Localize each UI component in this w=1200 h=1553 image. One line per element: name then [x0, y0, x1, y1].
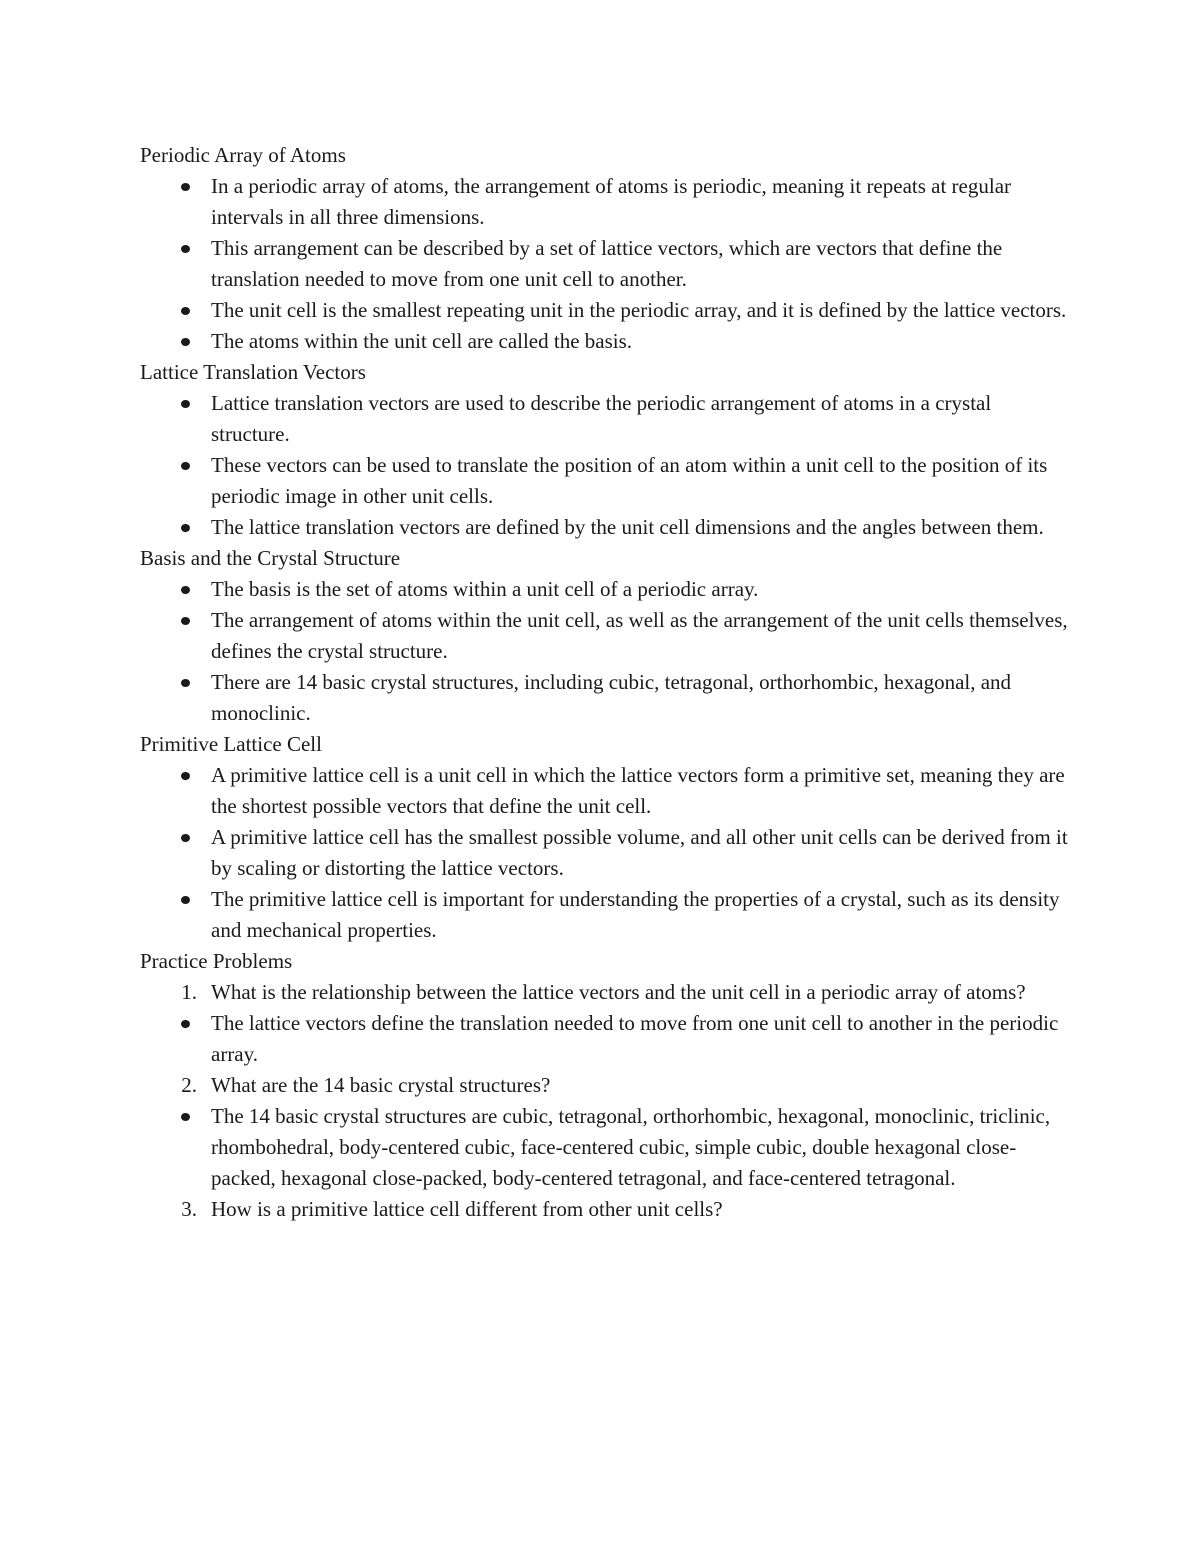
- bullet-text: The lattice translation vectors are defined by the unit cell dimensions and the angles between them.: [211, 515, 1044, 539]
- bullet-icon: [171, 605, 201, 636]
- section-practice-problems: [140, 946, 1070, 1225]
- section-lattice-translation-vectors: [140, 357, 1070, 543]
- bullet-text: The unit cell is the smallest repeating unit in the periodic array, and it is defined by the lattice vectors.: [211, 298, 1067, 322]
- bullet-text: There are 14 basic crystal structures, including cubic, tetragonal, orthorhombic, hexagonal, and monoclinic.: [211, 670, 1012, 725]
- bullet-item: [140, 605, 1070, 667]
- bullet-text: The arrangement of atoms within the unit cell, as well as the arrangement of the unit cells themselves, defines the crystal structure.: [211, 608, 1068, 663]
- question-text: How is a primitive lattice cell different from other unit cells?: [211, 1197, 723, 1221]
- question-text: What is the relationship between the lattice vectors and the unit cell in a periodic array of atoms?: [211, 980, 1026, 1004]
- bullet-list: [140, 760, 1070, 946]
- bullet-icon: [171, 450, 201, 481]
- bullet-icon: [171, 512, 201, 543]
- bullet-icon: [171, 760, 201, 791]
- bullet-icon: [171, 1101, 201, 1132]
- bullet-icon: [171, 233, 201, 264]
- question-item: [140, 977, 1070, 1008]
- bullet-icon: [171, 667, 201, 698]
- section-heading: Primitive Lattice Cell: [140, 732, 322, 756]
- bullet-icon: [171, 326, 201, 357]
- section-periodic-array: [140, 140, 1070, 357]
- bullet-item: [140, 667, 1070, 729]
- bullet-list: [140, 171, 1070, 357]
- section-basis-crystal-structure: [140, 543, 1070, 729]
- answer-item: [140, 1101, 1070, 1194]
- question-item: [140, 1194, 1070, 1225]
- bullet-text: This arrangement can be described by a set of lattice vectors, which are vectors that define the translation needed to move from one unit cell to another.: [211, 236, 1003, 291]
- bullet-text: The basis is the set of atoms within a unit cell of a periodic array.: [211, 577, 759, 601]
- bullet-text: A primitive lattice cell has the smallest possible volume, and all other unit cells can be derived from it by scaling or distorting the lattice vectors.: [211, 825, 1068, 880]
- bullet-item: [140, 822, 1070, 884]
- bullet-item: [140, 388, 1070, 450]
- bullet-item: [140, 171, 1070, 233]
- bullet-item: [140, 233, 1070, 295]
- bullet-icon: [171, 1008, 201, 1039]
- bullet-icon: [171, 388, 201, 419]
- bullet-item: [140, 760, 1070, 822]
- bullet-icon: [171, 295, 201, 326]
- bullet-item: [140, 512, 1070, 543]
- bullet-text: Lattice translation vectors are used to describe the periodic arrangement of atoms in a crystal structure.: [211, 391, 992, 446]
- answer-text: The lattice vectors define the translation needed to move from one unit cell to another in the periodic array.: [211, 1011, 1059, 1066]
- bullet-item: [140, 295, 1070, 326]
- bullet-text: The primitive lattice cell is important for understanding the properties of a crystal, such as its density and mechanical properties.: [211, 887, 1060, 942]
- section-heading: Lattice Translation Vectors: [140, 360, 366, 384]
- question-text: What are the 14 basic crystal structures?: [211, 1073, 551, 1097]
- bullet-item: [140, 326, 1070, 357]
- section-heading: Periodic Array of Atoms: [140, 143, 346, 167]
- section-heading: Basis and the Crystal Structure: [140, 546, 401, 570]
- bullet-text: In a periodic array of atoms, the arrangement of atoms is periodic, meaning it repeats at regular intervals in all three dimensions.: [211, 174, 1012, 229]
- section-heading: Practice Problems: [140, 949, 293, 973]
- bullet-text: These vectors can be used to translate the position of an atom within a unit cell to the position of its periodic image in other unit cells.: [211, 453, 1048, 508]
- bullet-text: The atoms within the unit cell are called the basis.: [211, 329, 633, 353]
- bullet-icon: [171, 574, 201, 605]
- answer-text: The 14 basic crystal structures are cubic, tetragonal, orthorhombic, hexagonal, monoclinic, triclinic, rhombohedral, body-centered cubic, face-centered cubic, simple cubic, double hexagonal close-packed, hexagonal close-packed, body-centered tetragonal, and face-centered tetragonal.: [211, 1104, 1051, 1190]
- bullet-item: [140, 574, 1070, 605]
- bullet-list: [140, 574, 1070, 729]
- question-item: [140, 1070, 1070, 1101]
- bullet-icon: [171, 171, 201, 202]
- bullet-item: [140, 884, 1070, 946]
- document-content: [140, 140, 1070, 1225]
- bullet-icon: [171, 884, 201, 915]
- bullet-icon: [171, 822, 201, 853]
- bullet-text: A primitive lattice cell is a unit cell in which the lattice vectors form a primitive set, meaning they are the shortest possible vectors that define the unit cell.: [211, 763, 1065, 818]
- question-number: 1.: [181, 980, 197, 1004]
- question-number: 3.: [181, 1197, 197, 1221]
- question-number: 2.: [181, 1073, 197, 1097]
- bullet-item: [140, 450, 1070, 512]
- practice-list: [140, 977, 1070, 1225]
- bullet-list: [140, 388, 1070, 543]
- answer-item: [140, 1008, 1070, 1070]
- section-primitive-lattice-cell: [140, 729, 1070, 946]
